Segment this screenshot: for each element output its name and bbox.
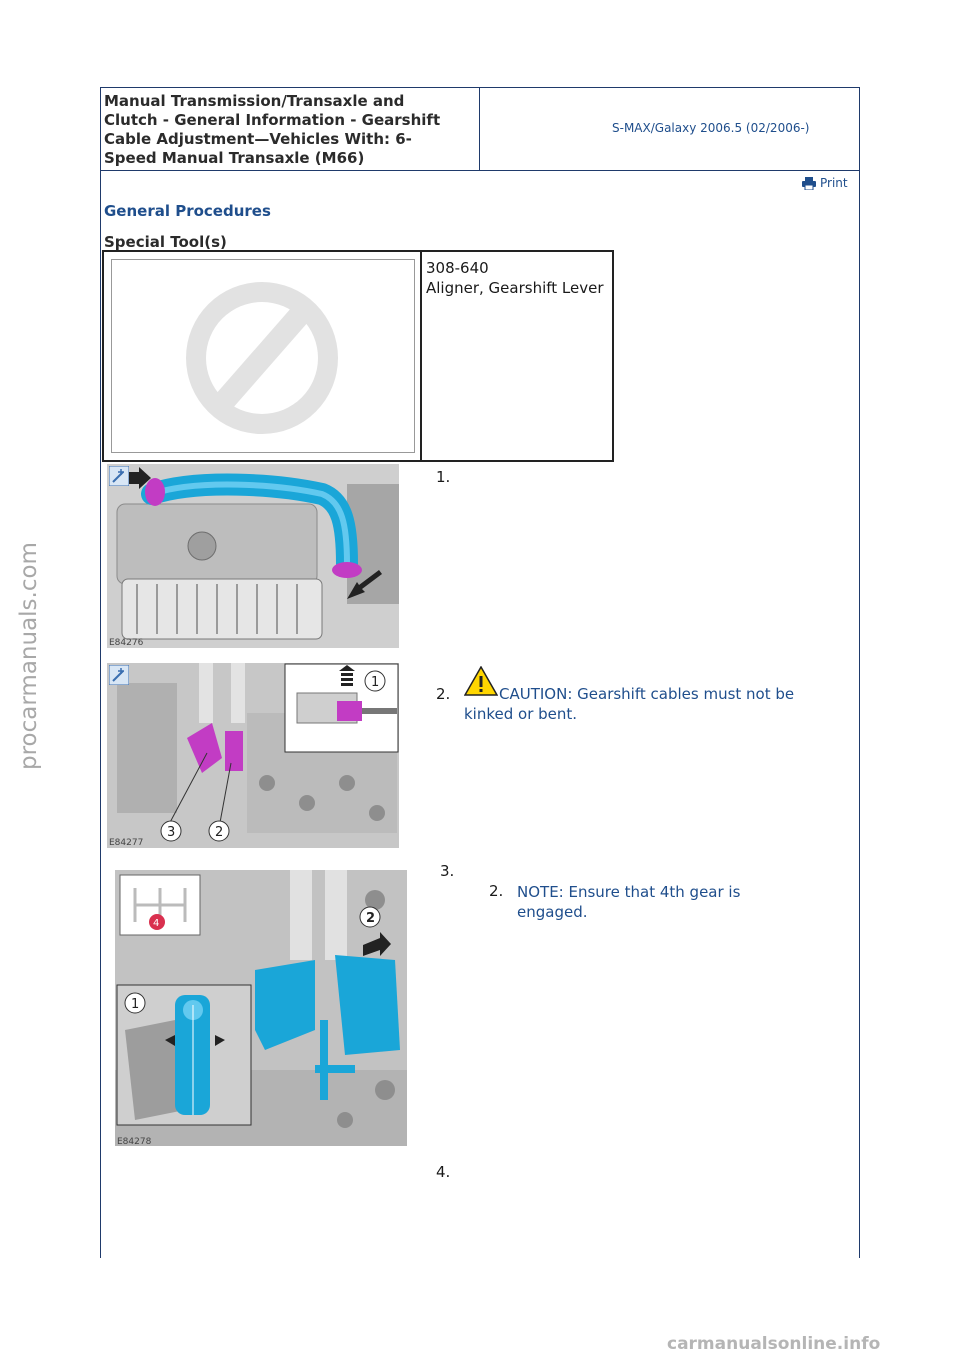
step-2-illustration[interactable] bbox=[107, 663, 399, 848]
zoom-icon[interactable] bbox=[109, 665, 129, 685]
frame-top bbox=[100, 87, 860, 88]
caution-icon bbox=[464, 666, 498, 696]
page-title bbox=[104, 92, 476, 168]
frame-left bbox=[100, 87, 101, 1258]
caution-text-cont: kinked or bent. bbox=[464, 705, 578, 723]
print-button[interactable] bbox=[802, 176, 848, 190]
caution-text: CAUTION: Gearshift cables must not be bbox=[499, 685, 795, 703]
engine-illustration bbox=[107, 464, 399, 648]
step-1-number: 1. bbox=[436, 468, 451, 486]
vehicle-model: S-MAX/Galaxy 2006.5 (02/2006-) bbox=[612, 121, 810, 135]
tool-info bbox=[426, 258, 604, 298]
no-image-icon bbox=[112, 260, 414, 452]
title-line-3: Cable Adjustment—Vehicles With: 6- bbox=[104, 130, 412, 148]
callout-3: 3 bbox=[167, 825, 176, 840]
tool-image-cell bbox=[104, 252, 422, 460]
step-3-illustration[interactable] bbox=[115, 870, 407, 1146]
frame-header-bottom bbox=[100, 170, 860, 171]
section-title: General Procedures bbox=[104, 202, 271, 220]
title-line-4: Speed Manual Transaxle (M66) bbox=[104, 149, 365, 167]
tool-image-placeholder bbox=[111, 259, 415, 453]
tool-number: 308-640 bbox=[426, 259, 489, 277]
callout-1: 1 bbox=[371, 675, 380, 690]
title-line-2: Clutch - General Information - Gearshift bbox=[104, 111, 441, 129]
title-line-1: Manual Transmission/Transaxle and bbox=[104, 92, 405, 110]
step-3-image-code: E84278 bbox=[117, 1137, 152, 1146]
note-text-cont: engaged. bbox=[517, 903, 588, 921]
step-3-substep-number: 2. bbox=[489, 882, 504, 900]
gearshift-cable-illustration bbox=[107, 663, 399, 848]
special-tool-table bbox=[102, 250, 614, 462]
step-2-image-code: E84277 bbox=[109, 838, 144, 848]
printer-icon bbox=[802, 177, 816, 190]
step-3-number: 3. bbox=[440, 862, 455, 880]
zoom-icon[interactable] bbox=[109, 466, 129, 486]
special-tools-title: Special Tool(s) bbox=[104, 233, 227, 251]
print-label: Print bbox=[820, 176, 848, 190]
bottom-watermark: carmanualsonline.info bbox=[667, 1334, 881, 1354]
tool-name: Aligner, Gearshift Lever bbox=[426, 279, 604, 297]
step-1-image-code: E84276 bbox=[109, 638, 144, 648]
step-4-number: 4. bbox=[436, 1163, 451, 1181]
step-2-number: 2. bbox=[436, 685, 451, 703]
callout-4: 4 bbox=[153, 918, 160, 929]
callout-2-b: 2 bbox=[366, 911, 376, 926]
callout-2: 2 bbox=[215, 825, 224, 840]
step-1-illustration[interactable] bbox=[107, 464, 399, 648]
note-text: NOTE: Ensure that 4th gear is bbox=[517, 883, 741, 901]
callout-1-b: 1 bbox=[131, 997, 140, 1012]
frame-header-divider bbox=[479, 87, 480, 171]
frame-right bbox=[859, 87, 860, 1258]
gear-lever-illustration bbox=[115, 870, 407, 1146]
side-watermark: procarmanuals.com bbox=[16, 542, 42, 770]
